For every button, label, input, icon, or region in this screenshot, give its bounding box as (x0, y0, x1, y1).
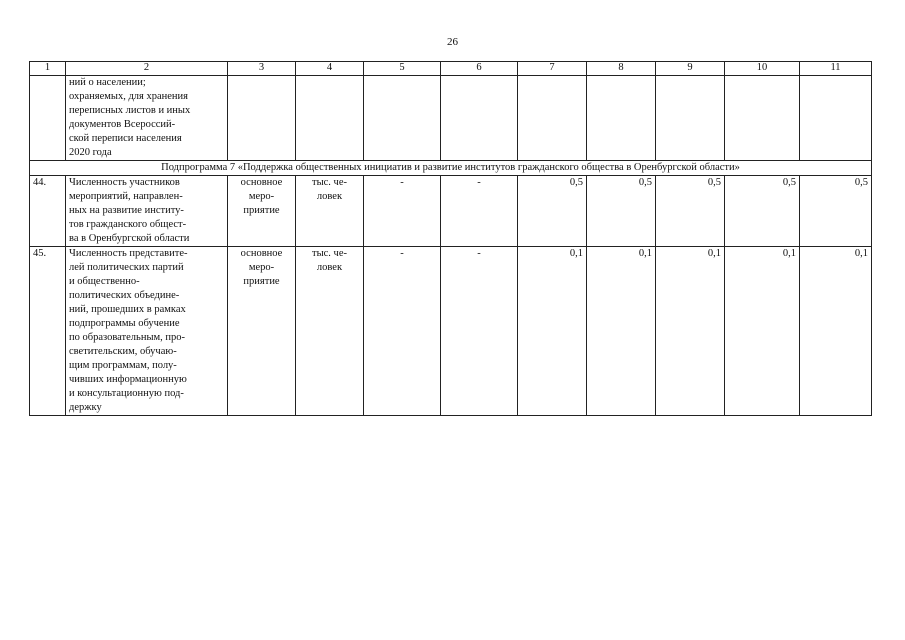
subprogram-title: Подпрограмма 7 «Поддержка общественных инициатив и развитие институтов гражданского общества в Оренбургской области» (30, 161, 872, 176)
text-line: ловек (316, 262, 343, 273)
table-cell (228, 76, 296, 161)
indicator-description (66, 176, 228, 247)
text-line: по образовательным, про- (69, 332, 186, 343)
text-line: основное (240, 248, 283, 259)
column-header: 7 (518, 62, 587, 76)
table-cell (441, 76, 518, 161)
text-line: Численность участников (69, 177, 180, 188)
column-header: 1 (30, 62, 66, 76)
table-cell (30, 76, 66, 161)
unit-of-measure (296, 176, 364, 247)
unit-of-measure (296, 247, 364, 416)
table-row (30, 247, 872, 416)
column-header: 6 (441, 62, 518, 76)
text-line: и консультационную под- (69, 388, 184, 399)
indicator-description (66, 247, 228, 416)
value-cell: 0,1 (587, 247, 656, 416)
column-header: 3 (228, 62, 296, 76)
column-number-row (30, 62, 872, 76)
text-line: светительским, обучаю- (69, 346, 177, 357)
page-number: 26 (447, 36, 458, 48)
text-line: ний о населении; (69, 77, 146, 88)
value-cell: - (441, 176, 518, 247)
table-cell (656, 76, 725, 161)
text-line: ской переписи населения (69, 133, 182, 144)
value-cell: 0,5 (656, 176, 725, 247)
column-header: 11 (800, 62, 872, 76)
continuation-row (30, 76, 872, 161)
value-cell: 0,1 (725, 247, 800, 416)
table-cell (587, 76, 656, 161)
text-line: приятие (243, 276, 280, 287)
table-cell (518, 76, 587, 161)
text-line: Численность представите- (69, 248, 188, 259)
column-header: 5 (364, 62, 441, 76)
text-line: тыс. че- (312, 177, 347, 188)
column-header: 8 (587, 62, 656, 76)
indicator-type (228, 247, 296, 416)
column-header: 2 (66, 62, 228, 76)
text-line: тыс. че- (312, 248, 347, 259)
text-line: политических объедине- (69, 290, 180, 301)
text-line: подпрограммы обучение (69, 318, 180, 329)
text-line: меро- (248, 191, 275, 202)
text-line: основное (240, 177, 283, 188)
table-row (30, 176, 872, 247)
text-line: мероприятий, направлен- (69, 191, 183, 202)
value-cell: 0,5 (725, 176, 800, 247)
text-line: охраняемых, для хранения (69, 91, 189, 102)
text-line: держку (69, 402, 102, 413)
value-cell: 0,1 (518, 247, 587, 416)
value-cell: 0,1 (800, 247, 872, 416)
text-line: ных на развитие институ- (69, 205, 184, 216)
indicator-description (66, 76, 228, 161)
text-line: приятие (243, 205, 280, 216)
table-cell (296, 76, 364, 161)
value-cell: - (364, 176, 441, 247)
row-number: 45. (30, 247, 66, 416)
subprogram-row (30, 161, 872, 176)
text-line: и общественно- (69, 276, 140, 287)
value-cell: 0,5 (587, 176, 656, 247)
text-line: щим программам, полу- (69, 360, 177, 371)
text-line: тов гражданского общест- (69, 219, 187, 230)
value-cell: 0,1 (656, 247, 725, 416)
column-header: 4 (296, 62, 364, 76)
table-cell (364, 76, 441, 161)
table-cell (800, 76, 872, 161)
row-number: 44. (30, 176, 66, 247)
column-header: 9 (656, 62, 725, 76)
text-line: документов Всероссий- (69, 119, 176, 130)
column-header: 10 (725, 62, 800, 76)
value-cell: 0,5 (518, 176, 587, 247)
text-line: ва в Оренбургской области (69, 233, 190, 244)
indicators-table (29, 61, 872, 416)
value-cell: - (364, 247, 441, 416)
text-line: ловек (316, 191, 343, 202)
text-line: лей политических партий (69, 262, 184, 273)
indicator-type (228, 176, 296, 247)
text-line: ний, прошедших в рамках (69, 304, 186, 315)
table-cell (725, 76, 800, 161)
text-line: переписных листов и иных (69, 105, 191, 116)
text-line: чивших информационную (69, 374, 187, 385)
text-line: меро- (248, 262, 275, 273)
value-cell: 0,5 (800, 176, 872, 247)
value-cell: - (441, 247, 518, 416)
text-line: 2020 года (69, 147, 112, 158)
